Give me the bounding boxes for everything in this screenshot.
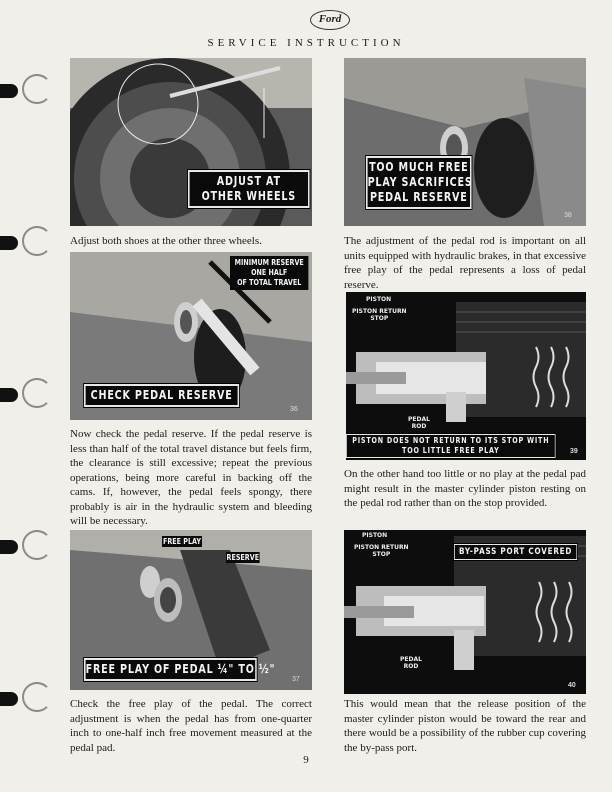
label-piston: PISTON	[362, 532, 388, 539]
caption-free-play-of-pedal: FREE PLAY OF PEDAL ¼" TO ½"	[84, 658, 257, 681]
diagram-by-pass-port-covered	[344, 530, 586, 694]
caption-adjust-at-other-wheels: ADJUST AT OTHER WHEELS	[188, 170, 310, 208]
caption-by-pass-port-covered: BY-PASS PORT COVERED	[454, 544, 577, 560]
label-piston-return-stop: PISTON RETURN STOP	[354, 544, 409, 558]
caption-too-much-free-play: TOO MUCH FREE PLAY SACRIFICES PEDAL RESERVE	[366, 156, 472, 209]
binder-hole	[0, 236, 18, 250]
binder-hole	[0, 692, 18, 706]
binder-ring-icon	[22, 378, 52, 408]
label-pedal-rod: PEDAL ROD	[400, 656, 422, 670]
text-by-pass-port: This would mean that the release position of the master cylinder piston would be toward the rear and there would be a possibility of the rubber cup covering the by-pass port.	[344, 698, 586, 754]
diagram-piston-does-not-return	[346, 292, 586, 460]
photo-check-pedal-reserve	[70, 252, 312, 420]
tag-minimum-reserve: MINIMUM RESERVE ONE HALF OF TOTAL TRAVEL	[230, 256, 308, 290]
photo-free-play-of-pedal	[70, 530, 312, 690]
binder-hole	[0, 84, 18, 98]
page-number: 9	[303, 754, 309, 766]
ford-logo: Ford	[310, 10, 350, 30]
text-adjust-shoes: Adjust both shoes at the other three wheels.	[70, 235, 262, 247]
text-pedal-rod-adjustment: The adjustment of the pedal rod is important on all units equipped with hydraulic brakes, in that excessive free play of the pedal represents a loss of pedal reserve.	[344, 235, 586, 291]
binder-ring-icon	[22, 530, 52, 560]
binder-ring-icon	[22, 74, 52, 104]
label-pedal-rod: PEDAL ROD	[408, 416, 430, 430]
figure-number: 36	[290, 406, 298, 413]
text-check-pedal-reserve: Now check the pedal reserve. If the pedal reserve is less than half of the total travel distance but feels firm, the clearance is still excessive; repeat the previous operations, being more careful in backing off the cams. If, however, the pedal feels spongy, there probably is air in the hydraulic system and bleeding will be necessary.	[70, 428, 312, 527]
page-header: SERVICE INSTRUCTION	[207, 37, 405, 49]
figure-number: 39	[570, 448, 578, 455]
caption-piston-does-not-return: PISTON DOES NOT RETURN TO ITS STOP WITH TOO LITTLE FREE PLAY	[346, 434, 556, 458]
binder-ring-icon	[22, 226, 52, 256]
binder-ring-icon	[22, 682, 52, 712]
text-free-play-check: Check the free play of the pedal. The correct adjustment is when the pedal has from one-quarter inch to one-half inch free movement measured at the pedal pad.	[70, 698, 312, 754]
photo-adjust-other-wheels	[70, 58, 312, 226]
tag-reserve: RESERVE	[226, 553, 260, 562]
binder-hole	[0, 388, 18, 402]
figure-number: 37	[292, 676, 300, 683]
photo-too-much-free-play	[344, 58, 586, 226]
figure-number: 40	[568, 682, 576, 689]
text-too-little-play: On the other hand too little or no play at the pedal pad might result in the master cylinder piston resting on the pedal rod rather than on the stop provided.	[344, 468, 586, 509]
binder-hole	[0, 540, 18, 554]
tag-free-play: FREE PLAY	[162, 537, 202, 546]
label-piston-return-stop: PISTON RETURN STOP	[352, 308, 407, 322]
caption-check-pedal-reserve: CHECK PEDAL RESERVE	[84, 384, 239, 407]
label-piston: PISTON	[366, 296, 392, 303]
figure-number: 38	[564, 212, 572, 219]
